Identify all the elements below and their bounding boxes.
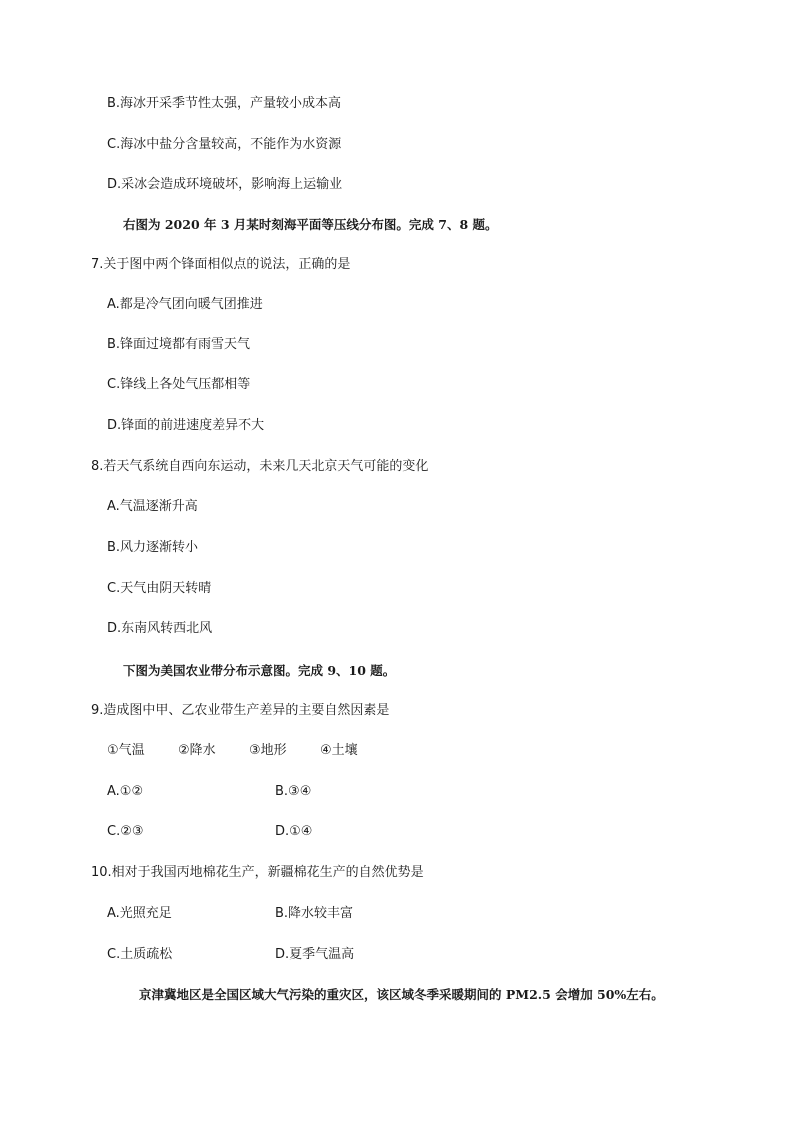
q6-option-d: D.采冰会造成环境破坏，影响海上运输业 xyxy=(107,177,343,192)
q9-factor-4: ④土壤 xyxy=(320,743,358,758)
q8-stem: 8.若天气系统自西向东运动，未来几天北京天气可能的变化 xyxy=(91,459,429,474)
q8-option-c: C.天气由阴天转晴 xyxy=(107,581,212,596)
q10-stem: 10.相对于我国丙地棉花生产，新疆棉花生产的自然优势是 xyxy=(91,865,424,880)
q7-option-d: D.锋面的前进速度差异不大 xyxy=(107,418,265,433)
q8-option-d: D.东南风转西北风 xyxy=(107,621,213,636)
q6-option-b: B.海冰开采季节性太强，产量较小成本高 xyxy=(107,96,342,111)
q7-option-a: A.都是冷气团向暖气团推进 xyxy=(107,297,263,312)
q10-option-b: B.降水较丰富 xyxy=(275,906,354,921)
q9-factor-1: ①气温 xyxy=(107,743,145,758)
q9-option-a: A.①② xyxy=(107,784,144,799)
q7-option-c: C.锋线上各处气压都相等 xyxy=(107,377,251,392)
q10-option-a: A.光照充足 xyxy=(107,906,172,921)
q8-option-b: B.风力逐渐转小 xyxy=(107,540,199,555)
q9-factor-3: ③地形 xyxy=(249,743,287,758)
q6-option-c: C.海冰中盐分含量较高，不能作为水资源 xyxy=(107,137,342,152)
q9-factor-2: ②降水 xyxy=(178,743,216,758)
q9-stem: 9.造成图中甲、乙农业带生产差异的主要自然因素是 xyxy=(91,703,390,718)
q9-option-c: C.②③ xyxy=(107,824,144,839)
q10-option-d: D.夏季气温高 xyxy=(275,947,355,962)
intro-questions-7-8: 右图为 2020 年 3 月某时刻海平面等压线分布图。完成 7、8 题。 xyxy=(123,217,498,232)
q9-option-b: B.③④ xyxy=(275,784,312,799)
q10-option-c: C.土质疏松 xyxy=(107,947,173,962)
q7-option-b: B.锋面过境都有雨雪天气 xyxy=(107,337,251,352)
intro-next-passage: 京津冀地区是全国区域大气污染的重灾区，该区域冬季采暖期间的 PM2.5 会增加 50%左右。 xyxy=(139,987,664,1002)
q9-option-d: D.①④ xyxy=(275,824,313,839)
q8-option-a: A.气温逐渐升高 xyxy=(107,499,198,514)
intro-questions-9-10: 下图为美国农业带分布示意图。完成 9、10 题。 xyxy=(123,663,396,678)
q7-stem: 7.关于图中两个锋面相似点的说法，正确的是 xyxy=(91,257,351,272)
